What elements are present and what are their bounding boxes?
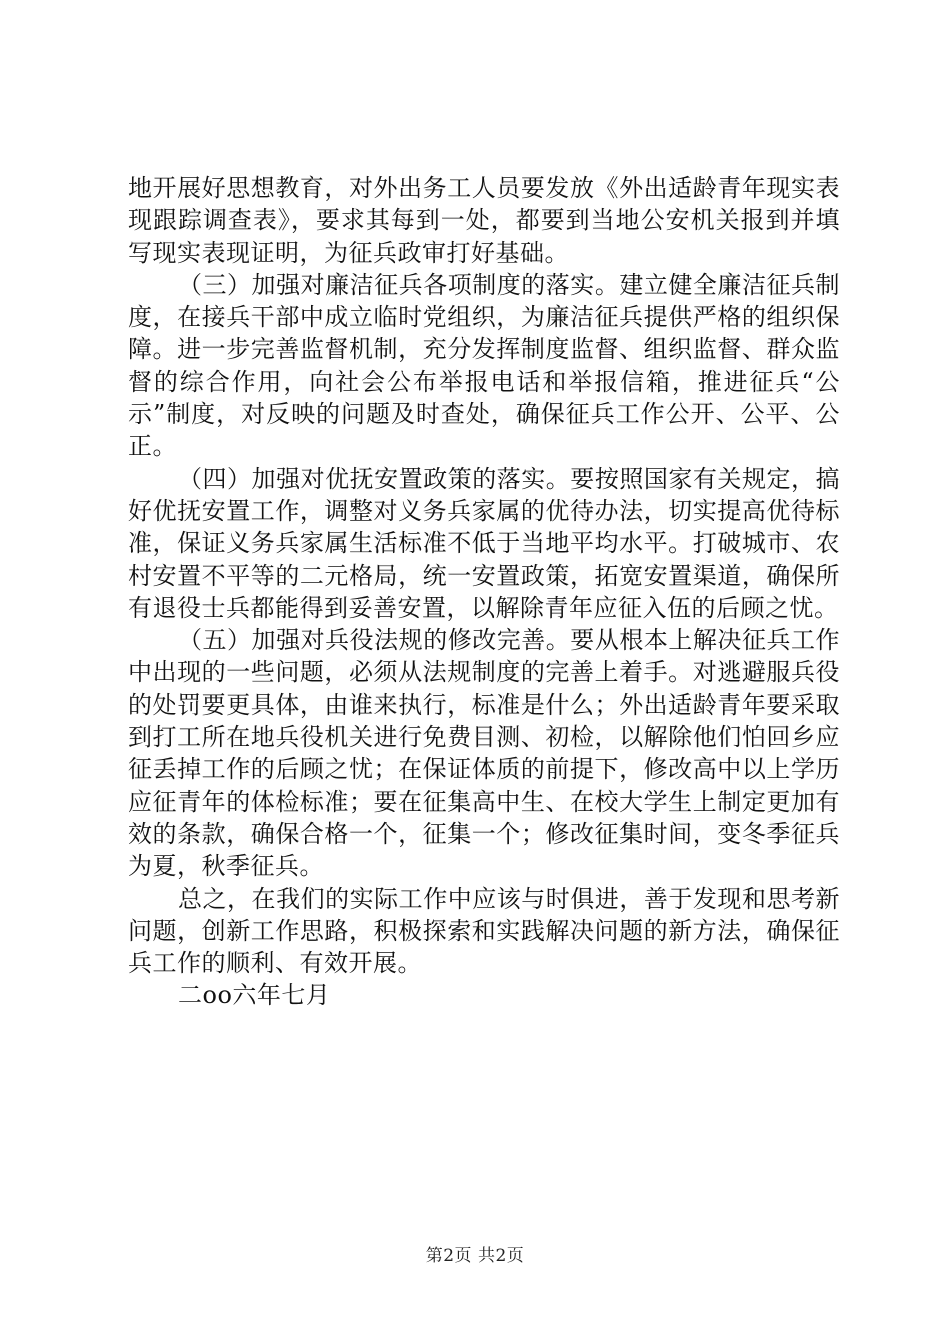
document-body	[128, 172, 840, 1012]
paragraph-continuation: 地开展好思想教育，对外出务工人员要发放《外出适龄青年现实表现跟踪调查表》，要求其每到一处，都要到当地公安机关报到并填写现实表现证明，为征兵政审打好基础。	[128, 174, 840, 267]
document-date: 二oo六年七月	[178, 981, 331, 1010]
paragraph-section-5: （五）加强对兵役法规的修改完善。要从根本上解决征兵工作中出现的一些问题，必须从法规制度的完善上着手。对逃避服兵役的处罚要更具体，由谁来执行，标准是什么；外出适龄青年要采取到打工所在地兵役机关进行免费目测、初检，以解除他们怕回乡应征丢掉工作的后顾之忧；在保证体质的前提下，修改高中以上学历应征青年的体检标准；要在征集高中生、在校大学生上制定更加有效的条款，确保合格一个，征集一个；修改征集时间，变冬季征兵为夏，秋季征兵。	[128, 626, 840, 881]
paragraph-section-3: （三）加强对廉洁征兵各项制度的落实。建立健全廉洁征兵制度，在接兵干部中成立临时党组织，为廉洁征兵提供严格的组织保障。进一步完善监督机制，充分发挥制度监督、组织监督、群众监督的综合作用，向社会公布举报电话和举报信箱，推进征兵“公示”制度，对反映的问题及时查处，确保征兵工作公开、公平、公正。	[128, 270, 840, 461]
paragraph-conclusion: 总之，在我们的实际工作中应该与时俱进，善于发现和思考新问题，创新工作思路，积极探索和实践解决问题的新方法，确保征兵工作的顺利、有效开展。	[128, 884, 840, 978]
page-footer: 第2页 共2页	[425, 1246, 525, 1266]
paragraph-section-4: （四）加强对优抚安置政策的落实。要按照国家有关规定，搞好优抚安置工作，调整对义务兵家属的优待办法，切实提高优待标准，保证义务兵家属生活标准不低于当地平均水平。打破城市、农村安置不平等的二元格局，统一安置政策，拓宽安置渠道，确保所有退役士兵都能得到妥善安置，以解除青年应征入伍的后顾之忧。	[128, 464, 840, 622]
